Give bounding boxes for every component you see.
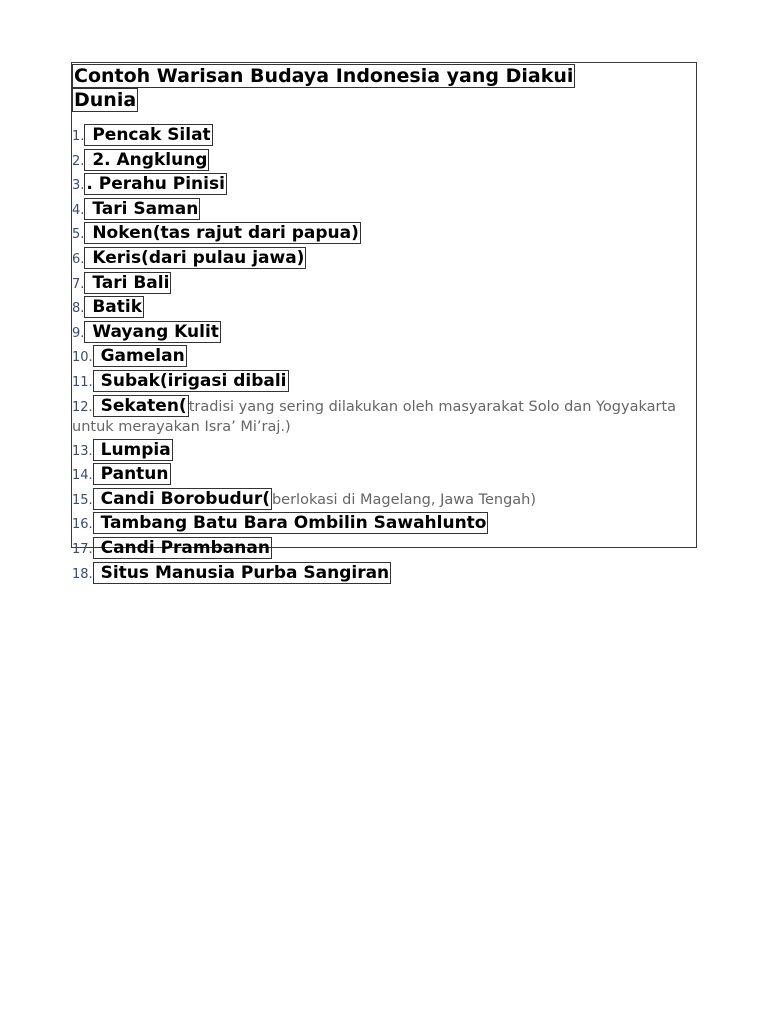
- list-item: [72, 149, 694, 174]
- list-item: [72, 321, 694, 346]
- list-note: berlokasi di Magelang, Jawa Tengah): [271, 491, 537, 508]
- list-number: 18.: [72, 566, 93, 582]
- list-item: [72, 272, 694, 297]
- list-label: Batik: [86, 297, 143, 318]
- list-number: 5.: [72, 227, 85, 243]
- list-number: 6.: [72, 251, 85, 267]
- list-item: [72, 370, 694, 395]
- list-item: [72, 537, 694, 562]
- list-number: 10.: [72, 350, 93, 366]
- list-label: Tari Bali: [86, 272, 170, 293]
- list-label: Sekaten(: [94, 395, 187, 416]
- list-item: [72, 345, 694, 370]
- list-label: Tambang Batu Bara Ombilin Sawahlunto: [94, 513, 487, 534]
- list-label: Noken(tas rajut dari papua): [86, 223, 359, 244]
- list-number: 2.: [72, 153, 85, 169]
- page-title: [72, 64, 672, 112]
- list-label: Subak(irigasi dibali: [94, 370, 287, 391]
- list-label: Tari Saman: [86, 198, 199, 219]
- list-item: [72, 222, 694, 247]
- list-number: 14.: [72, 468, 93, 484]
- title-line-1: Contoh Warisan Budaya Indonesia yang Diakui: [74, 65, 574, 87]
- list-label: Lumpia: [94, 439, 171, 460]
- list-label: Keris(dari pulau jawa): [86, 247, 305, 268]
- list-item: [72, 397, 694, 437]
- heritage-list: [72, 124, 694, 586]
- list-number: 16.: [72, 517, 93, 533]
- list-number: 12.: [72, 399, 93, 415]
- list-item: [72, 439, 694, 464]
- list-label: Pencak Silat: [86, 125, 211, 145]
- list-number: 13.: [72, 443, 93, 459]
- list-item: [72, 463, 694, 488]
- list-label: Candi Borobudur(: [94, 488, 270, 509]
- list-item: [72, 512, 694, 537]
- list-number: 11.: [72, 374, 93, 390]
- list-number: 8.: [72, 301, 85, 317]
- list-label: Candi Prambanan: [94, 537, 270, 558]
- list-number: 1.: [72, 129, 85, 144]
- list-item: [72, 488, 694, 513]
- list-item: [72, 562, 694, 587]
- list-number: 3.: [72, 178, 85, 194]
- list-label: Situs Manusia Purba Sangiran: [94, 562, 390, 583]
- list-item: [72, 247, 694, 272]
- list-item: [72, 198, 694, 223]
- list-label: 2. Angklung: [86, 149, 208, 170]
- list-number: 17.: [72, 541, 93, 557]
- list-number: 15.: [72, 492, 93, 508]
- list-number: 9.: [72, 325, 85, 341]
- list-number: 4.: [72, 202, 85, 218]
- list-label: Pantun: [94, 464, 169, 485]
- list-item: [72, 124, 694, 149]
- list-label: Wayang Kulit: [86, 321, 219, 342]
- list-item: [72, 296, 694, 321]
- list-number: 7.: [72, 276, 85, 292]
- title-line-2: Dunia: [74, 89, 137, 111]
- list-item: [72, 173, 694, 198]
- list-note: tradisi yang sering dilakukan oleh masyarakat Solo dan Yogyakarta untuk merayakan Isra’ Mi’raj.): [72, 398, 677, 435]
- list-label: Gamelan: [94, 346, 185, 367]
- list-label: . Perahu Pinisi: [86, 174, 225, 195]
